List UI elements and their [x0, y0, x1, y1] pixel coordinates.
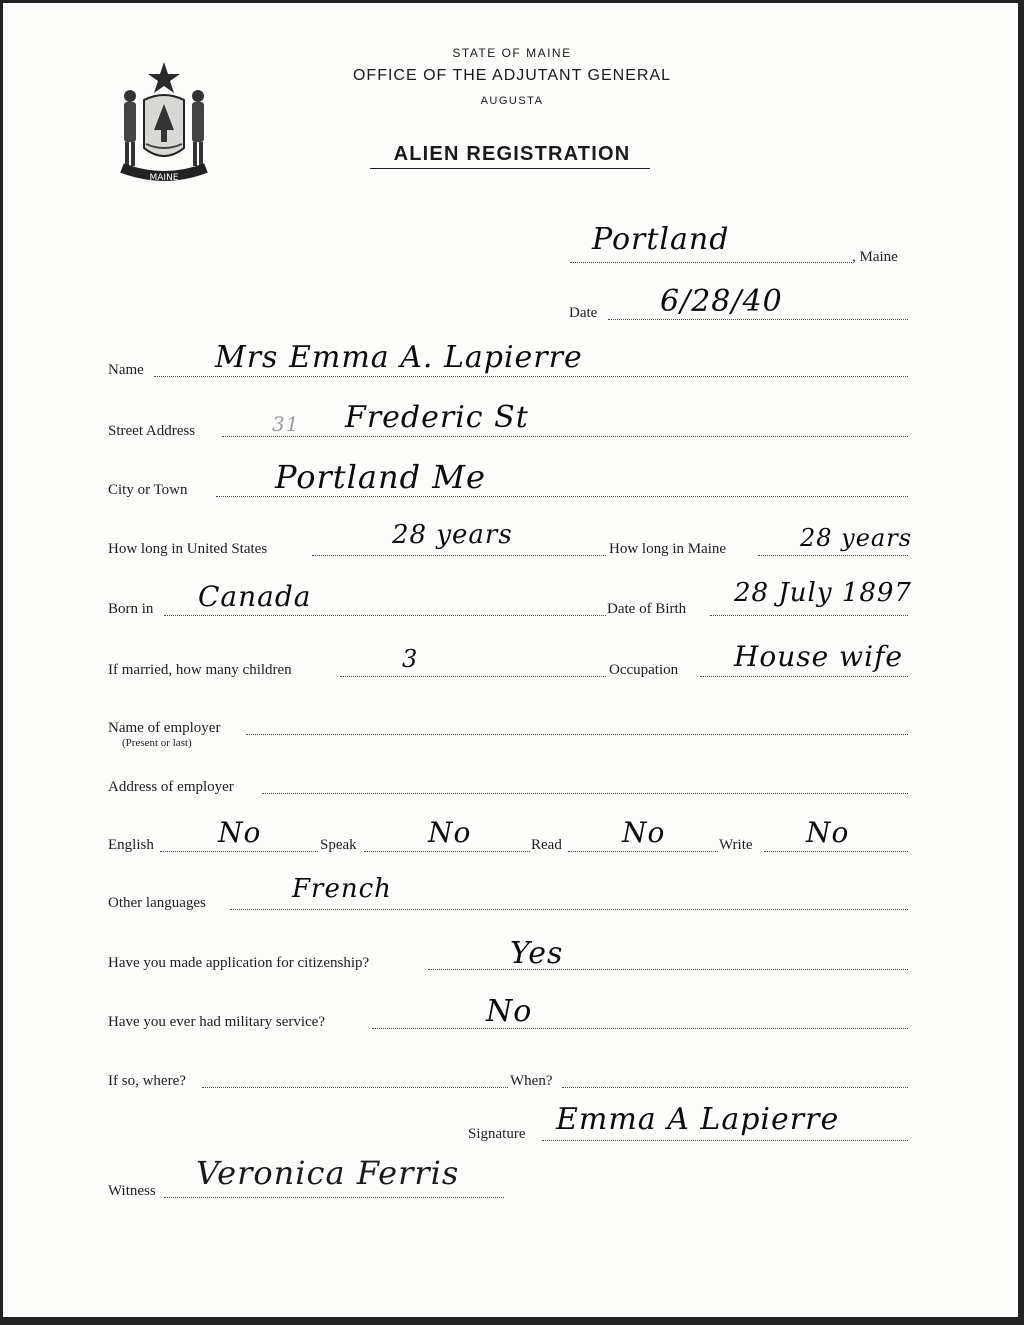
read-line	[568, 851, 718, 852]
speak-label: Speak	[320, 837, 357, 853]
born-label: Born in	[108, 601, 154, 617]
read-value[interactable]: No	[622, 816, 666, 849]
city-value[interactable]: Portland Me	[275, 458, 486, 496]
me-years-label: How long in Maine	[609, 541, 727, 557]
military-line	[372, 1028, 908, 1029]
citizenship-value[interactable]: Yes	[510, 936, 564, 971]
street-line	[222, 436, 908, 437]
office-heading: OFFICE OF THE ADJUTANT GENERAL	[352, 67, 672, 84]
name-line	[154, 376, 908, 377]
occupation-label: Occupation	[609, 662, 679, 678]
place-suffix: , Maine	[852, 249, 898, 265]
street-number[interactable]: 31	[272, 412, 300, 436]
witness-label: Witness	[108, 1183, 156, 1199]
english-label: English	[108, 837, 154, 853]
employer-note: (Present or last)	[122, 737, 192, 749]
citizenship-label: Have you made application for citizenship?	[108, 955, 370, 971]
dob-value[interactable]: 28 July 1897	[734, 578, 912, 608]
speak-value[interactable]: No	[428, 816, 472, 849]
occupation-line	[700, 676, 908, 677]
english-line	[160, 851, 318, 852]
military-label: Have you ever had military service?	[108, 1014, 325, 1030]
where-line	[202, 1087, 508, 1088]
name-value[interactable]: Mrs Emma A. Lapierre	[215, 340, 583, 375]
state-heading: STATE OF MAINE	[452, 46, 572, 60]
signature-line	[542, 1140, 908, 1141]
other-languages-line	[230, 909, 908, 910]
other-languages-value[interactable]: French	[292, 874, 392, 904]
when-line	[562, 1087, 908, 1088]
employer-address-line	[262, 793, 908, 794]
street-label: Street Address	[108, 423, 196, 439]
city-line	[216, 496, 908, 497]
other-languages-label: Other languages	[108, 895, 206, 911]
place-value[interactable]: Portland	[592, 222, 730, 257]
us-years-line	[312, 555, 606, 556]
name-label: Name	[108, 362, 144, 378]
write-line	[764, 851, 908, 852]
seal-text: MAINE	[149, 173, 179, 183]
employer-label: Name of employer	[108, 720, 221, 736]
born-line	[164, 615, 606, 616]
date-value[interactable]: 6/28/40	[660, 284, 783, 319]
us-years-label: How long in United States	[108, 541, 268, 557]
employer-address-label: Address of employer	[108, 779, 234, 795]
dob-label: Date of Birth	[607, 601, 687, 617]
dob-line	[710, 615, 908, 616]
me-years-value[interactable]: 28 years	[800, 524, 913, 552]
signature-label: Signature	[468, 1126, 526, 1142]
when-label: When?	[510, 1073, 553, 1089]
english-value[interactable]: No	[218, 816, 262, 849]
citizenship-line	[428, 969, 908, 970]
occupation-value[interactable]: House wife	[734, 640, 904, 673]
employer-line	[246, 734, 908, 735]
children-value[interactable]: 3	[402, 645, 419, 673]
city-label: City or Town	[108, 482, 188, 498]
title-underline	[370, 168, 650, 169]
read-label: Read	[531, 837, 562, 853]
date-label: Date	[569, 305, 598, 321]
date-line	[608, 319, 908, 320]
military-value[interactable]: No	[486, 994, 533, 1029]
speak-line	[364, 851, 530, 852]
street-value[interactable]: Frederic St	[345, 400, 529, 435]
place-line	[570, 262, 852, 263]
where-label: If so, where?	[108, 1073, 186, 1089]
write-value[interactable]: No	[806, 816, 850, 849]
form-title: ALIEN REGISTRATION	[393, 143, 631, 165]
witness-line	[164, 1197, 504, 1198]
city-heading: AUGUSTA	[480, 95, 544, 107]
children-label: If married, how many children	[108, 662, 292, 678]
born-value[interactable]: Canada	[198, 580, 312, 613]
us-years-value[interactable]: 28 years	[392, 520, 513, 550]
write-label: Write	[719, 837, 753, 853]
signature-value[interactable]: Emma A Lapierre	[556, 1102, 840, 1137]
me-years-line	[758, 555, 908, 556]
children-line	[340, 676, 606, 677]
witness-value[interactable]: Veronica Ferris	[196, 1154, 460, 1192]
